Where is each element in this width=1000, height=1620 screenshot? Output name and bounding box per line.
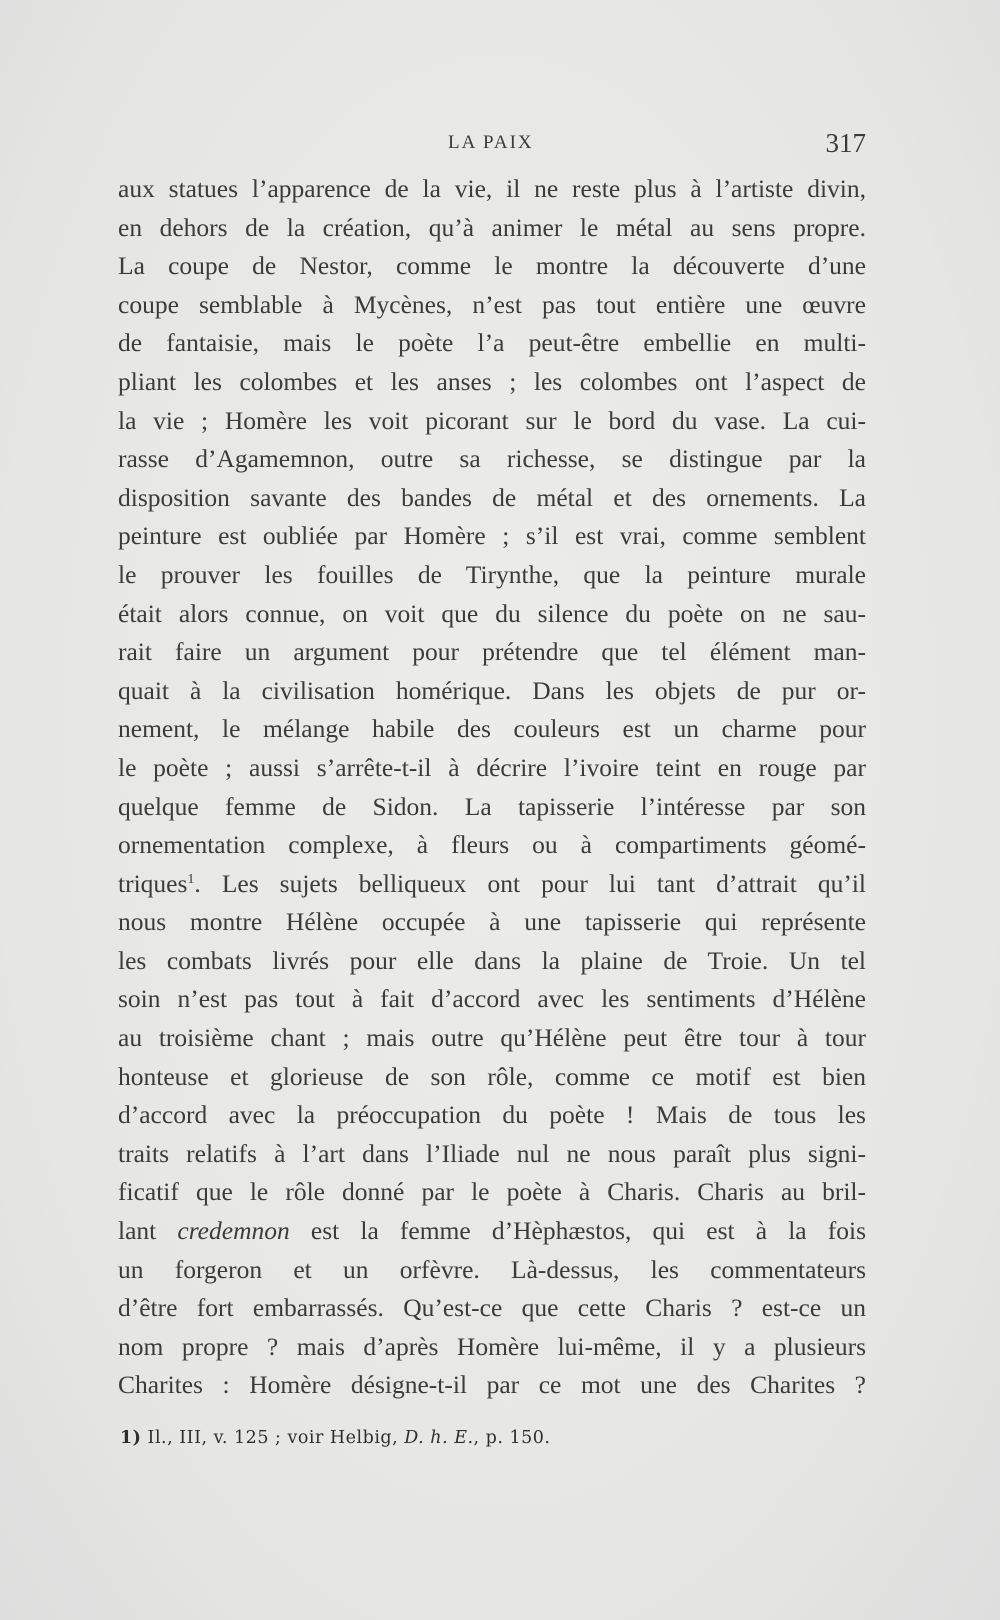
text-line: un forgeron et un orfèvre. Là-dessus, les commentateurs [118,1254,866,1284]
text-line: rasse d’Agamemnon, outre sa richesse, se distingue par la [118,444,866,474]
text-segment: est la femme d’Hèphæstos, qui est à la fois [289,1216,866,1246]
text-line: en dehors de la création, qu’à animer le métal au sens propre. [118,212,866,242]
text-line: coupe semblable à Mycènes, n’est pas tout entière une œuvre [118,289,866,319]
text-line: le poète ; aussi s’arrête-t-il à décrire l’ivoire teint en rouge par [118,752,866,782]
text-line: quait à la civilisation homérique. Dans les objets de pur or- [118,675,866,705]
text-line: de fantaisie, mais le poète l’a peut-être embellie en multi- [118,328,866,358]
text-line: au troisième chant ; mais outre qu’Hélène peut être tour à tour [118,1023,866,1053]
text-segment: lant [118,1216,178,1246]
text-line: les combats livrés pour elle dans la plaine de Troie. Un tel [118,945,866,975]
text-line: honteuse et glorieuse de son rôle, comme ce motif est bien [118,1061,866,1091]
text-line: la vie ; Homère les voit picorant sur le bord du vase. La cui- [118,405,866,435]
text-line: nement, le mélange habile des couleurs est un charme pour [118,714,866,744]
text-line: rait faire un argument pour prétendre que tel élément man- [118,637,866,667]
text-line: le prouver les fouilles de Tirynthe, que la peinture murale [118,559,866,589]
footnote-number: 1) [120,1428,142,1448]
text-line: nom propre ? mais d’après Homère lui-même, il y a plusieurs [118,1331,866,1361]
text-line: La coupe de Nestor, comme le montre la découverte d’une [118,251,866,281]
running-head: LA PAIX [448,132,534,153]
text-line: ornementation complexe, à fleurs ou à compartiments géomé- [118,830,866,860]
footnote-text: Il., III, v. 125 ; voir Helbig, [147,1428,405,1448]
text-segment: . Les sujets belliqueux ont pour lui tant d’attrait qu’il [194,868,866,898]
text-line: pliant les colombes et les anses ; les colombes ont l’aspect de [118,366,866,396]
body-text [118,170,866,1405]
text-line: disposition savante des bandes de métal et des ornements. La [118,482,866,512]
text-line: nous montre Hélène occupée à une tapisserie qui représente [118,907,866,937]
text-line: aux statues l’apparence de la vie, il ne reste plus à l’artiste divin, [118,174,866,203]
text-line: peinture est oubliée par Homère ; s’il est vrai, comme semblent [118,521,866,551]
text-line: quelque femme de Sidon. La tapisserie l’intéresse par son [118,791,866,821]
footnote-reference: 1 [187,871,195,887]
page-header [118,128,866,158]
text-line: d’accord avec la préoccupation du poète ! Mais de tous les [118,1100,866,1130]
italic-term: credemnon [177,1216,290,1246]
text-line: ficatif que le rôle donné par le poète à Charis. Charis au bril- [118,1177,866,1207]
text-line: était alors connue, on voit que du silence du poète on ne sau- [118,598,866,628]
text-line-with-footnote-ref [118,865,866,904]
text-line-with-italic [118,1212,866,1251]
page-number: 317 [825,128,866,158]
text-line: traits relatifs à l’art dans l’Iliade nul ne nous paraît plus signi- [118,1138,866,1168]
text-line: d’être fort embarrassés. Qu’est-ce que cette Charis ? est-ce un [118,1293,866,1323]
text-line: soin n’est pas tout à fait d’accord avec les sentiments d’Hélène [118,984,866,1014]
footnote-italic-title: D. h. E. [404,1428,474,1448]
text-line: Charites : Homère désigne-t-il par ce mot une des Charites ? [118,1370,866,1400]
footnote-text-end: , p. 150. [473,1428,551,1448]
text-segment: triques [118,868,188,898]
footnote [120,1428,550,1448]
